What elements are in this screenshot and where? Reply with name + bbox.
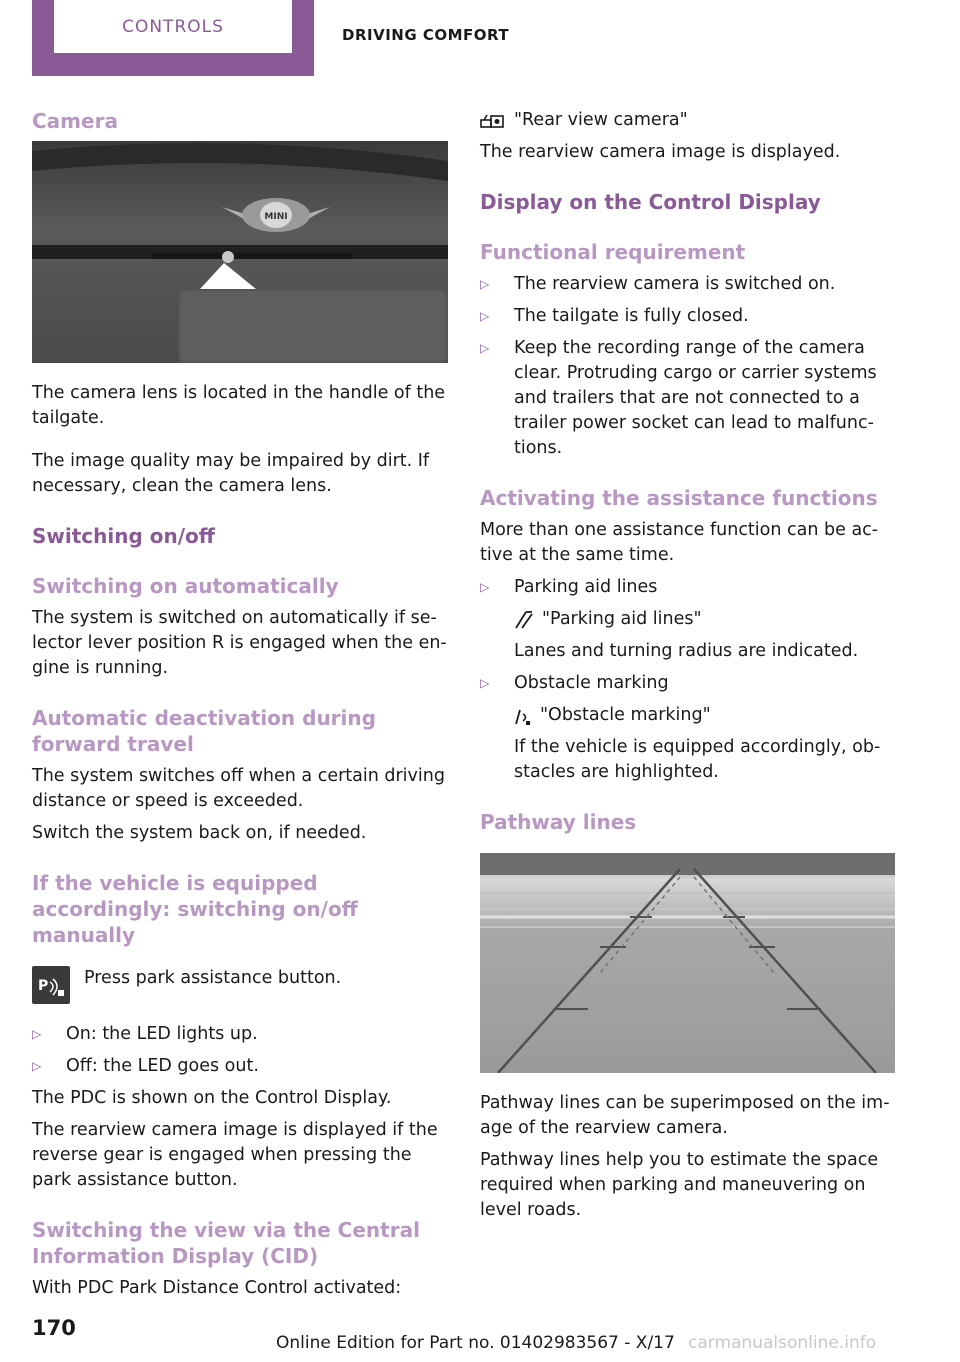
manual-heading: If the vehicle is equipped accordingly: switching on/off manually xyxy=(32,871,358,947)
bullet-icon: ▷ xyxy=(480,309,490,323)
park-assist-button-icon xyxy=(32,966,70,1004)
obstacle-text: If the vehicle is equipped accordingly, ob-stacles are highlighted. xyxy=(514,737,881,782)
functional-heading: Functional requirement xyxy=(480,240,746,264)
obstacle-marking-icon xyxy=(514,706,532,726)
header-section-label: DRIVING COMFORT xyxy=(342,26,510,44)
requirement-text: Keep the recording range of the camera clear. Protruding cargo or carrier systems and trailers that are not connected to a trailer power socket can lead to malfunc-tions. xyxy=(514,338,877,458)
pdc-text: The PDC is shown on the Control Display. xyxy=(32,1088,392,1108)
bullet-icon: ▷ xyxy=(32,1059,42,1073)
pathway-lines-figure xyxy=(480,853,895,1073)
switch-back-text: Switch the system back on, if needed. xyxy=(32,823,367,843)
pathway-heading: Pathway lines xyxy=(480,810,637,834)
bullet-icon: ▷ xyxy=(480,277,490,291)
parking-aid-lines-icon xyxy=(514,610,534,630)
obstacle-line xyxy=(480,703,896,728)
camera-lens-text: The camera lens is located in the handle of the tailgate. xyxy=(32,383,446,428)
list-item xyxy=(480,336,896,461)
bullet-icon: ▷ xyxy=(480,580,490,594)
right-column xyxy=(480,108,896,1223)
auto-off-text: The system switches off when a certain driving distance or speed is exceeded. xyxy=(32,766,445,811)
bullet-icon: ▷ xyxy=(32,1027,42,1041)
camera-heading: Camera xyxy=(32,109,118,133)
page-number: 170 xyxy=(32,1316,76,1340)
rear-view-text: The rearview camera image is displayed. xyxy=(480,142,841,162)
led-on-text: On: the LED lights up. xyxy=(66,1024,258,1044)
rearview-text: The rearview camera image is displayed if the reverse gear is engaged when pressing the park assistance button. xyxy=(32,1120,438,1190)
dirt-text: The image quality may be impaired by dirt. If necessary, clean the camera lens. xyxy=(32,451,430,496)
switching-heading: Switching on/off xyxy=(32,524,215,548)
pathway-text-2: Pathway lines help you to estimate the space required when parking and maneuvering on level roads. xyxy=(480,1150,879,1220)
list-item xyxy=(480,575,896,600)
auto-on-text: The system is switched on automatically if se-lector lever position R is engaged when the en-gine is running. xyxy=(32,608,447,678)
header-tab xyxy=(32,0,314,76)
parking-aid-label: "Parking aid lines" xyxy=(542,609,702,629)
watermark-text: carmanualsonline.info xyxy=(688,1333,877,1353)
camera-tailgate-figure xyxy=(32,141,448,363)
obstacle-title: Obstacle marking xyxy=(514,673,669,693)
bullet-icon: ▷ xyxy=(480,341,490,355)
svg-text:MINI: MINI xyxy=(264,212,288,222)
header-tab-label: CONTROLS xyxy=(54,0,292,53)
edition-text: Online Edition for Part no. 01402983567 - X/17 xyxy=(276,1333,675,1353)
park-button-row xyxy=(32,966,448,1004)
activating-text: More than one assistance function can be ac-tive at the same time. xyxy=(480,520,879,565)
auto-off-heading: Automatic deactivation during forward travel xyxy=(32,706,376,756)
obstacle-label: "Obstacle marking" xyxy=(540,705,711,725)
rear-view-camera-icon xyxy=(480,110,506,132)
pdc-active-text: With PDC Park Distance Control activated: xyxy=(32,1278,402,1298)
left-column xyxy=(32,108,448,1301)
led-off-text: Off: the LED goes out. xyxy=(66,1056,259,1076)
list-item xyxy=(480,272,896,297)
cid-heading: Switching the view via the Central Information Display (CID) xyxy=(32,1218,420,1268)
pathway-text-1: Pathway lines can be superimposed on the im-age of the rearview camera. xyxy=(480,1093,890,1138)
rear-view-label: "Rear view camera" xyxy=(514,110,688,130)
auto-on-heading: Switching on automatically xyxy=(32,574,339,598)
activating-heading: Activating the assistance functions xyxy=(480,486,878,510)
parking-aid-text: Lanes and turning radius are indicated. xyxy=(514,641,859,661)
list-item xyxy=(32,1054,448,1079)
list-item xyxy=(480,671,896,696)
display-heading: Display on the Control Display xyxy=(480,190,821,214)
list-item xyxy=(32,1022,448,1047)
press-button-text: Press park assistance button. xyxy=(84,968,342,988)
parking-aid-line xyxy=(480,607,896,632)
list-item xyxy=(480,304,896,329)
parking-aid-title: Parking aid lines xyxy=(514,577,658,597)
rear-view-camera-line xyxy=(480,108,896,133)
bullet-icon: ▷ xyxy=(480,676,490,690)
requirement-text: The tailgate is fully closed. xyxy=(514,306,749,326)
requirement-text: The rearview camera is switched on. xyxy=(514,274,836,294)
svg-text:P: P xyxy=(38,978,49,994)
